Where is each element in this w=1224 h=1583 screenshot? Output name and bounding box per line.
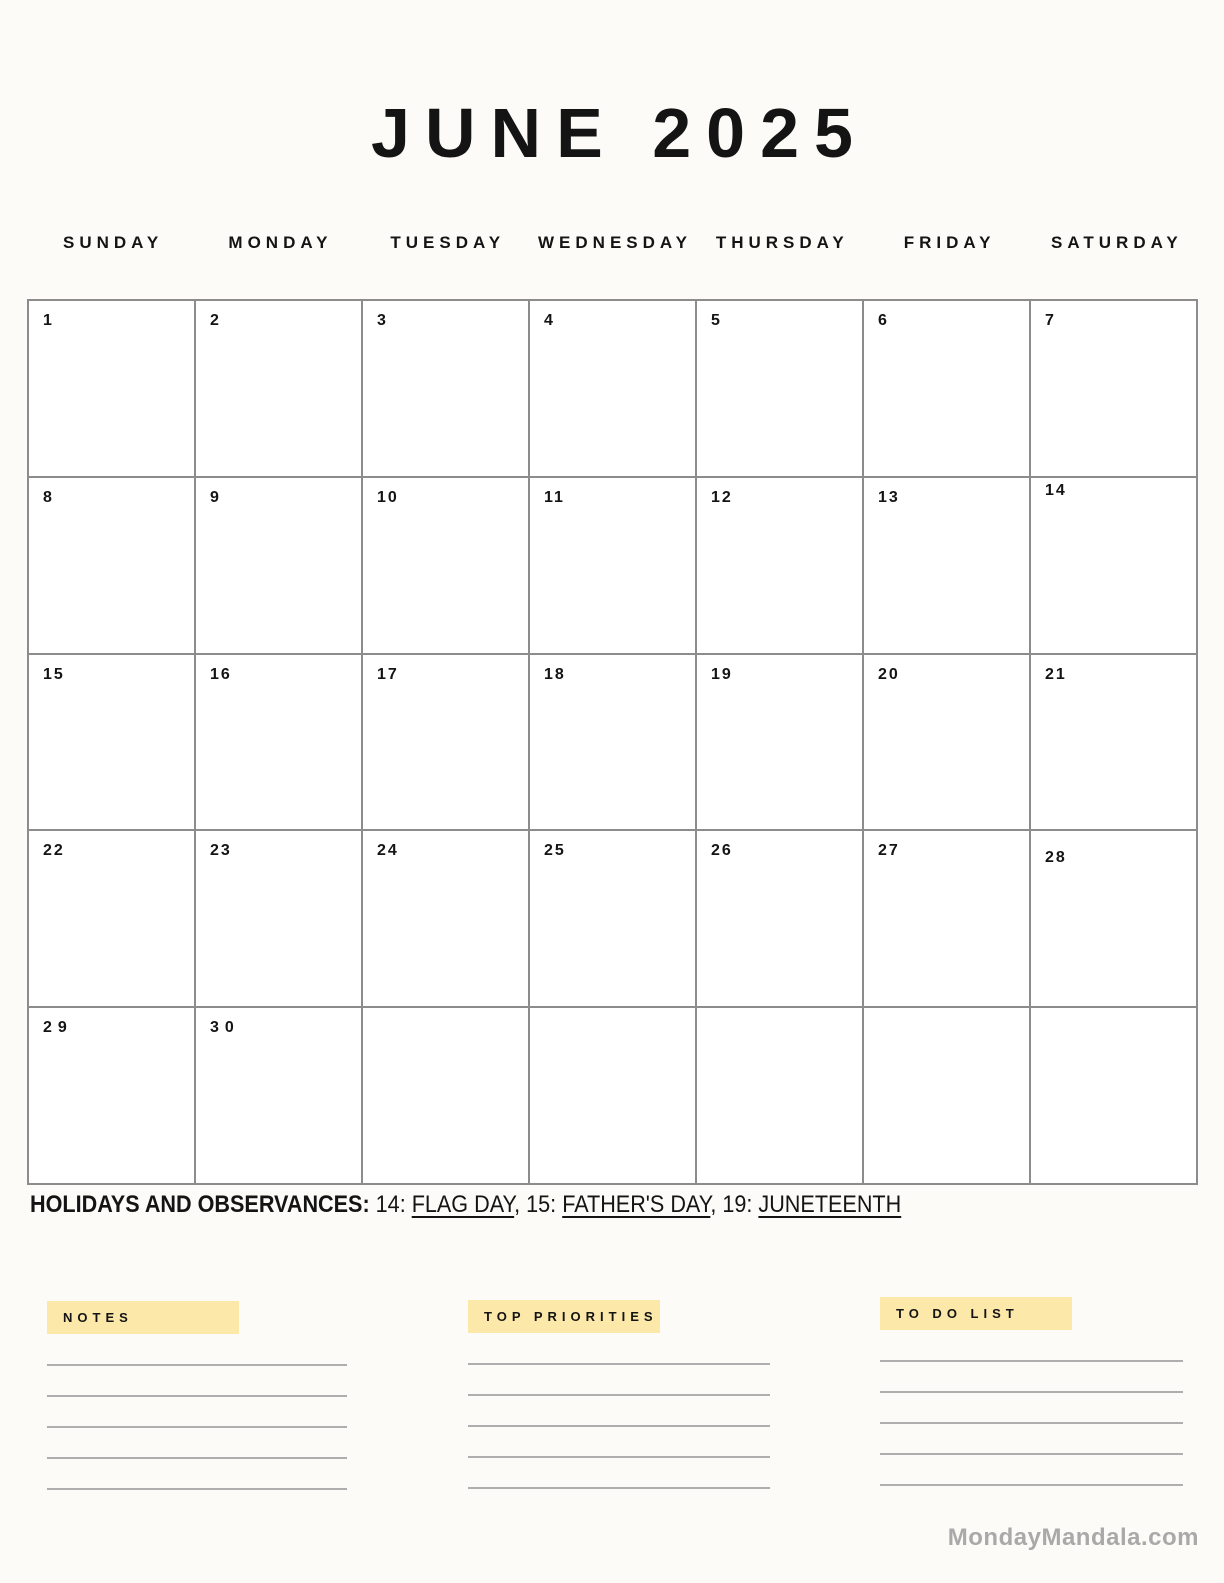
top-priorities-section <box>468 1300 770 1518</box>
calendar-cell-18 <box>530 655 697 832</box>
date-number: 26 <box>711 842 733 860</box>
calendar-cell-26 <box>697 831 864 1008</box>
calendar-cell-22 <box>29 831 196 1008</box>
calendar-cell-20 <box>864 655 1031 832</box>
date-number: 2 <box>210 312 221 329</box>
date-number: 9 <box>210 488 221 506</box>
calendar-cell-5 <box>697 301 864 478</box>
calendar-cell-29 <box>29 1008 196 1185</box>
calendar-cell-13 <box>864 478 1031 655</box>
date-number: 8 <box>43 488 54 506</box>
ruled-line <box>47 1457 347 1459</box>
calendar-cell-12 <box>697 478 864 655</box>
ruled-line <box>47 1488 347 1490</box>
calendar-cell-30 <box>196 1008 363 1185</box>
date-number: 16 <box>210 665 232 683</box>
date-number: 6 <box>878 312 889 329</box>
date-number: 3 <box>377 312 388 329</box>
date-number: 29 <box>43 1019 73 1037</box>
holiday-link-flag-day[interactable]: FLAG DAY <box>411 1191 515 1218</box>
date-number: 17 <box>377 665 399 683</box>
date-number: 12 <box>711 488 733 506</box>
ruled-line <box>880 1453 1183 1455</box>
ruled-line <box>880 1391 1183 1393</box>
day-header-monday: MONDAY <box>228 233 333 252</box>
calendar-cell-24 <box>363 831 530 1008</box>
date-number: 23 <box>210 842 232 860</box>
calendar-cell-28 <box>1031 831 1198 1008</box>
notes-lines <box>47 1364 347 1490</box>
calendar-cell-27 <box>864 831 1031 1008</box>
date-number: 10 <box>377 488 399 506</box>
calendar-cell-15 <box>29 655 196 832</box>
ruled-line <box>47 1395 347 1397</box>
ruled-line <box>468 1425 770 1427</box>
date-number: 19 <box>711 665 733 683</box>
calendar-cell-25 <box>530 831 697 1008</box>
calendar-cell-4 <box>530 301 697 478</box>
notes-section <box>47 1301 347 1519</box>
calendar-cell-3 <box>363 301 530 478</box>
calendar-cell-23 <box>196 831 363 1008</box>
holidays-label: HOLIDAYS AND OBSERVANCES: <box>30 1191 370 1218</box>
calendar-cell-16 <box>196 655 363 832</box>
holidays-line <box>30 1188 1191 1222</box>
holiday-date: 15 <box>526 1191 551 1218</box>
calendar-cell-2 <box>196 301 363 478</box>
to-do-list-section <box>880 1297 1183 1515</box>
date-number: 14 <box>1045 481 1067 499</box>
date-number: 24 <box>377 842 399 860</box>
calendar-cell-21 <box>1031 655 1198 832</box>
top-priorities-lines <box>468 1363 770 1489</box>
holiday-date: 19 <box>722 1191 747 1218</box>
calendar-cell-10 <box>363 478 530 655</box>
ruled-line <box>468 1363 770 1365</box>
date-number: 25 <box>544 842 566 860</box>
ruled-line <box>880 1484 1183 1486</box>
ruled-line <box>880 1422 1183 1424</box>
day-header-sunday: SUNDAY <box>63 233 164 252</box>
day-header-tuesday: TUESDAY <box>390 233 506 252</box>
holiday-date: 14 <box>375 1191 400 1218</box>
calendar-cell-17 <box>363 655 530 832</box>
calendar-grid <box>27 299 1198 1185</box>
date-number: 20 <box>878 665 900 683</box>
day-header-saturday: SATURDAY <box>1051 233 1183 252</box>
ruled-line <box>468 1456 770 1458</box>
site-watermark: MondayMandala.com <box>947 1524 1199 1551</box>
calendar-cell-14 <box>1031 478 1198 655</box>
calendar-cell-empty <box>864 1008 1031 1185</box>
holiday-link-juneteenth[interactable]: JUNETEENTH <box>758 1191 902 1218</box>
date-number: 11 <box>544 488 565 506</box>
date-number: 1 <box>43 312 54 329</box>
ruled-line <box>468 1394 770 1396</box>
top-priorities-label: TOP PRIORITIES <box>468 1300 660 1333</box>
day-header-friday: FRIDAY <box>903 233 996 252</box>
calendar-cell-1 <box>29 301 196 478</box>
calendar-cell-empty <box>1031 1008 1198 1185</box>
holiday-link-father-s-day[interactable]: FATHER'S DAY <box>562 1191 711 1218</box>
to-do-list-label: TO DO LIST <box>880 1297 1072 1330</box>
calendar-cell-7 <box>1031 301 1198 478</box>
day-header-thursday: THURSDAY <box>715 233 849 252</box>
holiday-items: 14: FLAG DAY, 15: FATHER'S DAY, 19: JUNETEENTH <box>375 1191 902 1218</box>
weekday-header-row <box>27 233 1198 253</box>
date-number: 18 <box>544 665 566 683</box>
date-number: 15 <box>43 665 65 683</box>
date-number: 30 <box>210 1019 240 1037</box>
date-number: 4 <box>544 312 555 329</box>
calendar-cell-empty <box>363 1008 530 1185</box>
date-number: 22 <box>43 842 65 860</box>
date-number: 13 <box>878 488 900 506</box>
ruled-line <box>880 1360 1183 1362</box>
date-number: 7 <box>1045 312 1056 329</box>
notes-label: NOTES <box>47 1301 239 1334</box>
date-number: 21 <box>1045 665 1067 683</box>
page-title: JUNE 2025 <box>371 94 868 172</box>
calendar-cell-11 <box>530 478 697 655</box>
calendar-cell-19 <box>697 655 864 832</box>
calendar-cell-empty <box>530 1008 697 1185</box>
ruled-line <box>47 1364 347 1366</box>
ruled-line <box>47 1426 347 1428</box>
calendar-cell-8 <box>29 478 196 655</box>
to-do-list-lines <box>880 1360 1183 1486</box>
date-number: 28 <box>1045 849 1067 867</box>
date-number: 27 <box>878 842 900 860</box>
ruled-line <box>468 1487 770 1489</box>
calendar-cell-6 <box>864 301 1031 478</box>
date-number: 5 <box>711 312 722 329</box>
day-header-wednesday: WEDNESDAY <box>538 233 692 252</box>
calendar-cell-empty <box>697 1008 864 1185</box>
calendar-cell-9 <box>196 478 363 655</box>
